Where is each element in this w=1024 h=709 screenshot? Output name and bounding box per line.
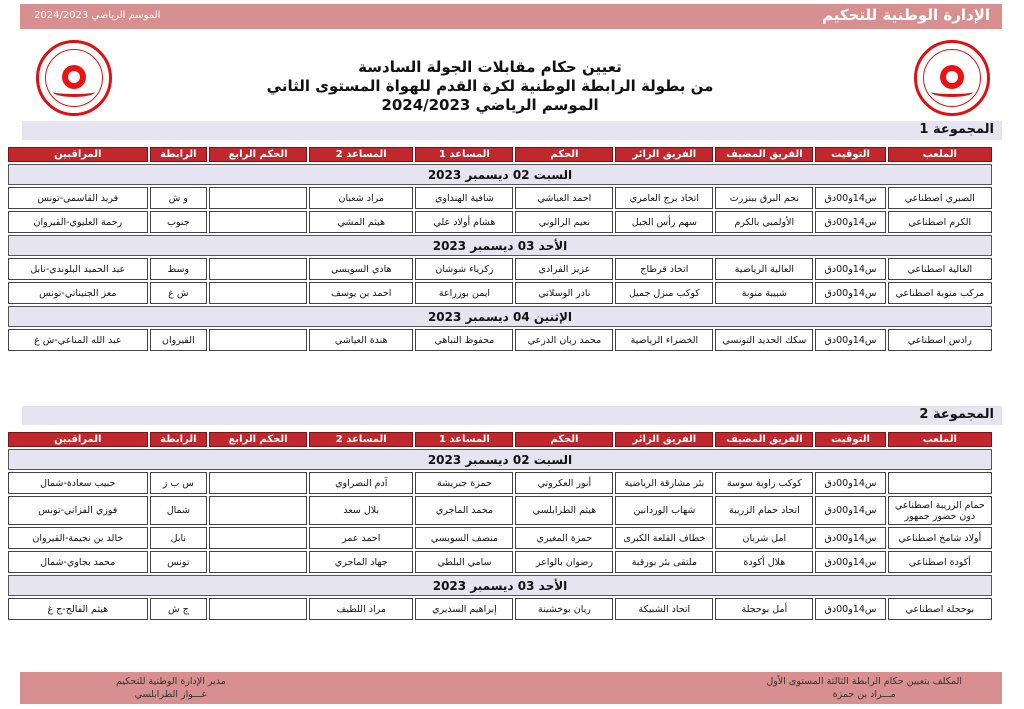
group-1-heading: [22, 121, 1002, 140]
match-row: [8, 211, 992, 233]
day-row: [8, 306, 992, 327]
match-row: [8, 282, 992, 304]
away-team-cell: اتحاد برج العامري: [615, 187, 713, 209]
away-team-cell: الخضراء الرياضية: [615, 329, 713, 351]
footer-director: [116, 675, 226, 701]
stadium-cell: العالية اصطناعي: [888, 258, 992, 280]
stadium-cell: حمام الزريبة اصطناعي دون حضور جمهور: [888, 496, 992, 525]
assistant-1-cell: حمزة جبريشة: [415, 472, 513, 494]
assistant-1-cell: شافية الهنداوي: [415, 187, 513, 209]
assistant-2-cell: احمد بن يوسف: [309, 282, 413, 304]
logo-eagle-emblem: [931, 87, 973, 97]
observer-cell: فريد القاسمي-تونس: [8, 187, 148, 209]
away-team-cell: اتحاد قرطاج: [615, 258, 713, 280]
league-cell: جنوب: [150, 211, 208, 233]
match-date: الأحد 03 ديسمبر 2023: [8, 575, 992, 596]
stadium-cell: أكودة اصطناعي: [888, 551, 992, 573]
assistant-2-cell: هيثم المشي: [309, 211, 413, 233]
column-header: الفريق المضيف: [715, 147, 813, 162]
time-cell: س14و00دق: [815, 211, 885, 233]
column-header: الحكم الرابع: [209, 432, 307, 447]
away-team-cell: ملتقى بئر بورقبة: [615, 551, 713, 573]
day-row: [8, 449, 992, 470]
assistant-2-cell: مراد اللطيف: [309, 598, 413, 620]
column-header: المساعد 2: [309, 147, 413, 162]
home-team-cell: شبيبة منوبة: [715, 282, 813, 304]
assistant-2-cell: احمد عمر: [309, 527, 413, 549]
home-team-cell: نجم البرق ببنزرت: [715, 187, 813, 209]
assistant-1-cell: إبراهيم السديري: [415, 598, 513, 620]
column-header: الفريق الزائر: [615, 147, 713, 162]
assistant-1-cell: منصف السويسي: [415, 527, 513, 549]
table-header-row: [8, 147, 992, 162]
match-row: [8, 496, 992, 525]
home-team-cell: اتحاد حمام الزريبة: [715, 496, 813, 525]
column-header: المراقبين: [8, 147, 148, 162]
season-tag: الموسم الرياضي 2024/2023: [34, 10, 161, 21]
observer-cell: عبد الحميد البلوندي-نابل: [8, 258, 148, 280]
federation-logo-left: [36, 40, 112, 116]
observer-cell: عبد الله المناعي-ش غ: [8, 329, 148, 351]
away-team-cell: خطاف القلعة الكبرى: [615, 527, 713, 549]
home-team-cell: سكك الحديد التونسي: [715, 329, 813, 351]
away-team-cell: اتحاد الشبيكة: [615, 598, 713, 620]
column-header: الملعب: [888, 147, 992, 162]
home-team-cell: كوكب زاوية سوسة: [715, 472, 813, 494]
time-cell: س14و00دق: [815, 551, 885, 573]
match-row: [8, 472, 992, 494]
home-team-cell: العالية الرياضية: [715, 258, 813, 280]
group-2-schedule-table: [6, 430, 994, 622]
league-cell: ش غ: [150, 282, 208, 304]
assistant-1-cell: هشام أولاد علي: [415, 211, 513, 233]
director-title: مدير الإدارة الوطنية للتحكيم: [116, 676, 226, 687]
match-row: [8, 598, 992, 620]
title-line-3: الموسم الرياضي 2024/2023: [381, 96, 599, 114]
match-date: السبت 02 ديسمبر 2023: [8, 164, 992, 185]
observer-cell: محمد بجاوي-شمال: [8, 551, 148, 573]
logo-flag-emblem: [62, 65, 86, 89]
time-cell: س14و00دق: [815, 282, 885, 304]
observer-cell: خالد بن نجيمة-القيروان: [8, 527, 148, 549]
assistant-1-cell: زكرياء شوشان: [415, 258, 513, 280]
assistant-2-cell: هادي السويسي: [309, 258, 413, 280]
column-header: الفريق الزائر: [615, 432, 713, 447]
column-header: التوقيت: [815, 432, 885, 447]
logo-eagle-emblem: [53, 87, 95, 97]
league-cell: نابل: [150, 527, 208, 549]
home-team-cell: امل شربان: [715, 527, 813, 549]
fourth-official-cell: [209, 282, 307, 304]
column-header: المساعد 1: [415, 432, 513, 447]
title-line-2: من بطولة الرابطة الوطنية لكرة القدم للهواة المستوى الثاني: [266, 77, 714, 95]
time-cell: س14و00دق: [815, 598, 885, 620]
column-header: الحكم الرابع: [209, 147, 307, 162]
column-header: الحكم: [515, 147, 613, 162]
away-team-cell: سهم رأس الجبل: [615, 211, 713, 233]
assistant-2-cell: هندة العياشي: [309, 329, 413, 351]
home-team-cell: الأولمبي بالكرم: [715, 211, 813, 233]
day-row: [8, 164, 992, 185]
document-title: [250, 58, 730, 115]
stadium-cell: أولاد شامخ اصطناعي: [888, 527, 992, 549]
stadium-cell: الكرم اصطناعي: [888, 211, 992, 233]
referee-cell: ريان بوخشينة: [515, 598, 613, 620]
time-cell: س14و00دق: [815, 472, 885, 494]
referee-cell: أنور العكروتي: [515, 472, 613, 494]
league-cell: القيروان: [150, 329, 208, 351]
fourth-official-cell: [209, 551, 307, 573]
title-line-1: تعيين حكام مقابلات الجولة السادسة: [358, 58, 622, 76]
match-date: الأحد 03 ديسمبر 2023: [8, 235, 992, 256]
time-cell: س14و00دق: [815, 258, 885, 280]
match-row: [8, 551, 992, 573]
top-banner: [20, 4, 1002, 29]
column-header: التوقيت: [815, 147, 885, 162]
fourth-official-cell: [209, 258, 307, 280]
referee-cell: محمد ريان الدرعي: [515, 329, 613, 351]
footer-appointer: [766, 675, 962, 701]
referee-cell: حمزة المغيري: [515, 527, 613, 549]
assistant-1-cell: محفوظ التباهي: [415, 329, 513, 351]
stadium-cell: مركب منوبة اصطناعي: [888, 282, 992, 304]
group-2-heading: [22, 406, 1002, 425]
away-team-cell: بئر مشارقة الرياضية: [615, 472, 713, 494]
match-row: [8, 329, 992, 351]
column-header: الفريق المضيف: [715, 432, 813, 447]
director-name: عـــواز الطرابلسي: [134, 689, 208, 700]
column-header: الرابطة: [150, 147, 208, 162]
referee-cell: نادر الوسلاتي: [515, 282, 613, 304]
fourth-official-cell: [209, 472, 307, 494]
fourth-official-cell: [209, 496, 307, 525]
column-header: المساعد 1: [415, 147, 513, 162]
fourth-official-cell: [209, 527, 307, 549]
time-cell: س14و00دق: [815, 496, 885, 525]
column-header: المراقبين: [8, 432, 148, 447]
fourth-official-cell: [209, 187, 307, 209]
home-team-cell: أمل بوحجلة: [715, 598, 813, 620]
referee-cell: رضوان بالواعر: [515, 551, 613, 573]
time-cell: س14و00دق: [815, 329, 885, 351]
referee-cell: نعيم الرالوني: [515, 211, 613, 233]
match-date: الإثنين 04 ديسمبر 2023: [8, 306, 992, 327]
match-row: [8, 258, 992, 280]
fourth-official-cell: [209, 211, 307, 233]
observer-cell: معز الجنيناتي-تونس: [8, 282, 148, 304]
match-row: [8, 527, 992, 549]
group-1-schedule-table: [6, 145, 994, 353]
league-cell: شمال: [150, 496, 208, 525]
league-cell: وسط: [150, 258, 208, 280]
away-team-cell: شهاب الوردانين: [615, 496, 713, 525]
org-name: الإدارة الوطنية للتحكيم: [821, 6, 990, 24]
assistant-2-cell: بلال سعد: [309, 496, 413, 525]
observer-cell: حبيب سعادة-شمال: [8, 472, 148, 494]
time-cell: س14و00دق: [815, 187, 885, 209]
referee-cell: احمد العياشي: [515, 187, 613, 209]
footer-signatures: [20, 672, 1002, 704]
table-header-row: [8, 432, 992, 447]
assistant-1-cell: سامي البلطي: [415, 551, 513, 573]
stadium-cell: [888, 472, 992, 494]
column-header: الملعب: [888, 432, 992, 447]
assistant-1-cell: محمد الماجري: [415, 496, 513, 525]
assistant-2-cell: مراد شعبان: [309, 187, 413, 209]
league-cell: س ب ز: [150, 472, 208, 494]
stadium-cell: الصبري اصطناعي: [888, 187, 992, 209]
observer-cell: فوزي الفزاني-تونس: [8, 496, 148, 525]
referee-cell: هيثم الطرابلسي: [515, 496, 613, 525]
match-date: السبت 02 ديسمبر 2023: [8, 449, 992, 470]
fourth-official-cell: [209, 329, 307, 351]
observer-cell: رحمة العليوي-القيروان: [8, 211, 148, 233]
group-1-label: المجموعة 1: [919, 122, 994, 137]
observer-cell: هيثم الفالح-ج غ: [8, 598, 148, 620]
appointer-name: مـــراد بن حمزة: [832, 689, 896, 700]
away-team-cell: كوكب منزل جميل: [615, 282, 713, 304]
column-header: المساعد 2: [309, 432, 413, 447]
league-cell: ج ش: [150, 598, 208, 620]
assistant-2-cell: جهاد الماجري: [309, 551, 413, 573]
appointer-title: المكلف بتعيين حكام الرابطة الثالثة المستوى الأول: [766, 676, 962, 687]
assistant-2-cell: آدم النصراوي: [309, 472, 413, 494]
league-cell: تونس: [150, 551, 208, 573]
match-row: [8, 187, 992, 209]
column-header: الحكم: [515, 432, 613, 447]
assistant-1-cell: ايمن بوزراعة: [415, 282, 513, 304]
group-2-label: المجموعة 2: [919, 407, 994, 422]
home-team-cell: هلال أكودة: [715, 551, 813, 573]
time-cell: س14و00دق: [815, 527, 885, 549]
stadium-cell: رادس اصطناعي: [888, 329, 992, 351]
stadium-cell: بوحجلة اصطناعي: [888, 598, 992, 620]
federation-logo-right: [914, 40, 990, 116]
league-cell: و ش: [150, 187, 208, 209]
column-header: الرابطة: [150, 432, 208, 447]
fourth-official-cell: [209, 598, 307, 620]
referee-cell: عزيز الفرادي: [515, 258, 613, 280]
logo-flag-emblem: [940, 65, 964, 89]
day-row: [8, 575, 992, 596]
day-row: [8, 235, 992, 256]
